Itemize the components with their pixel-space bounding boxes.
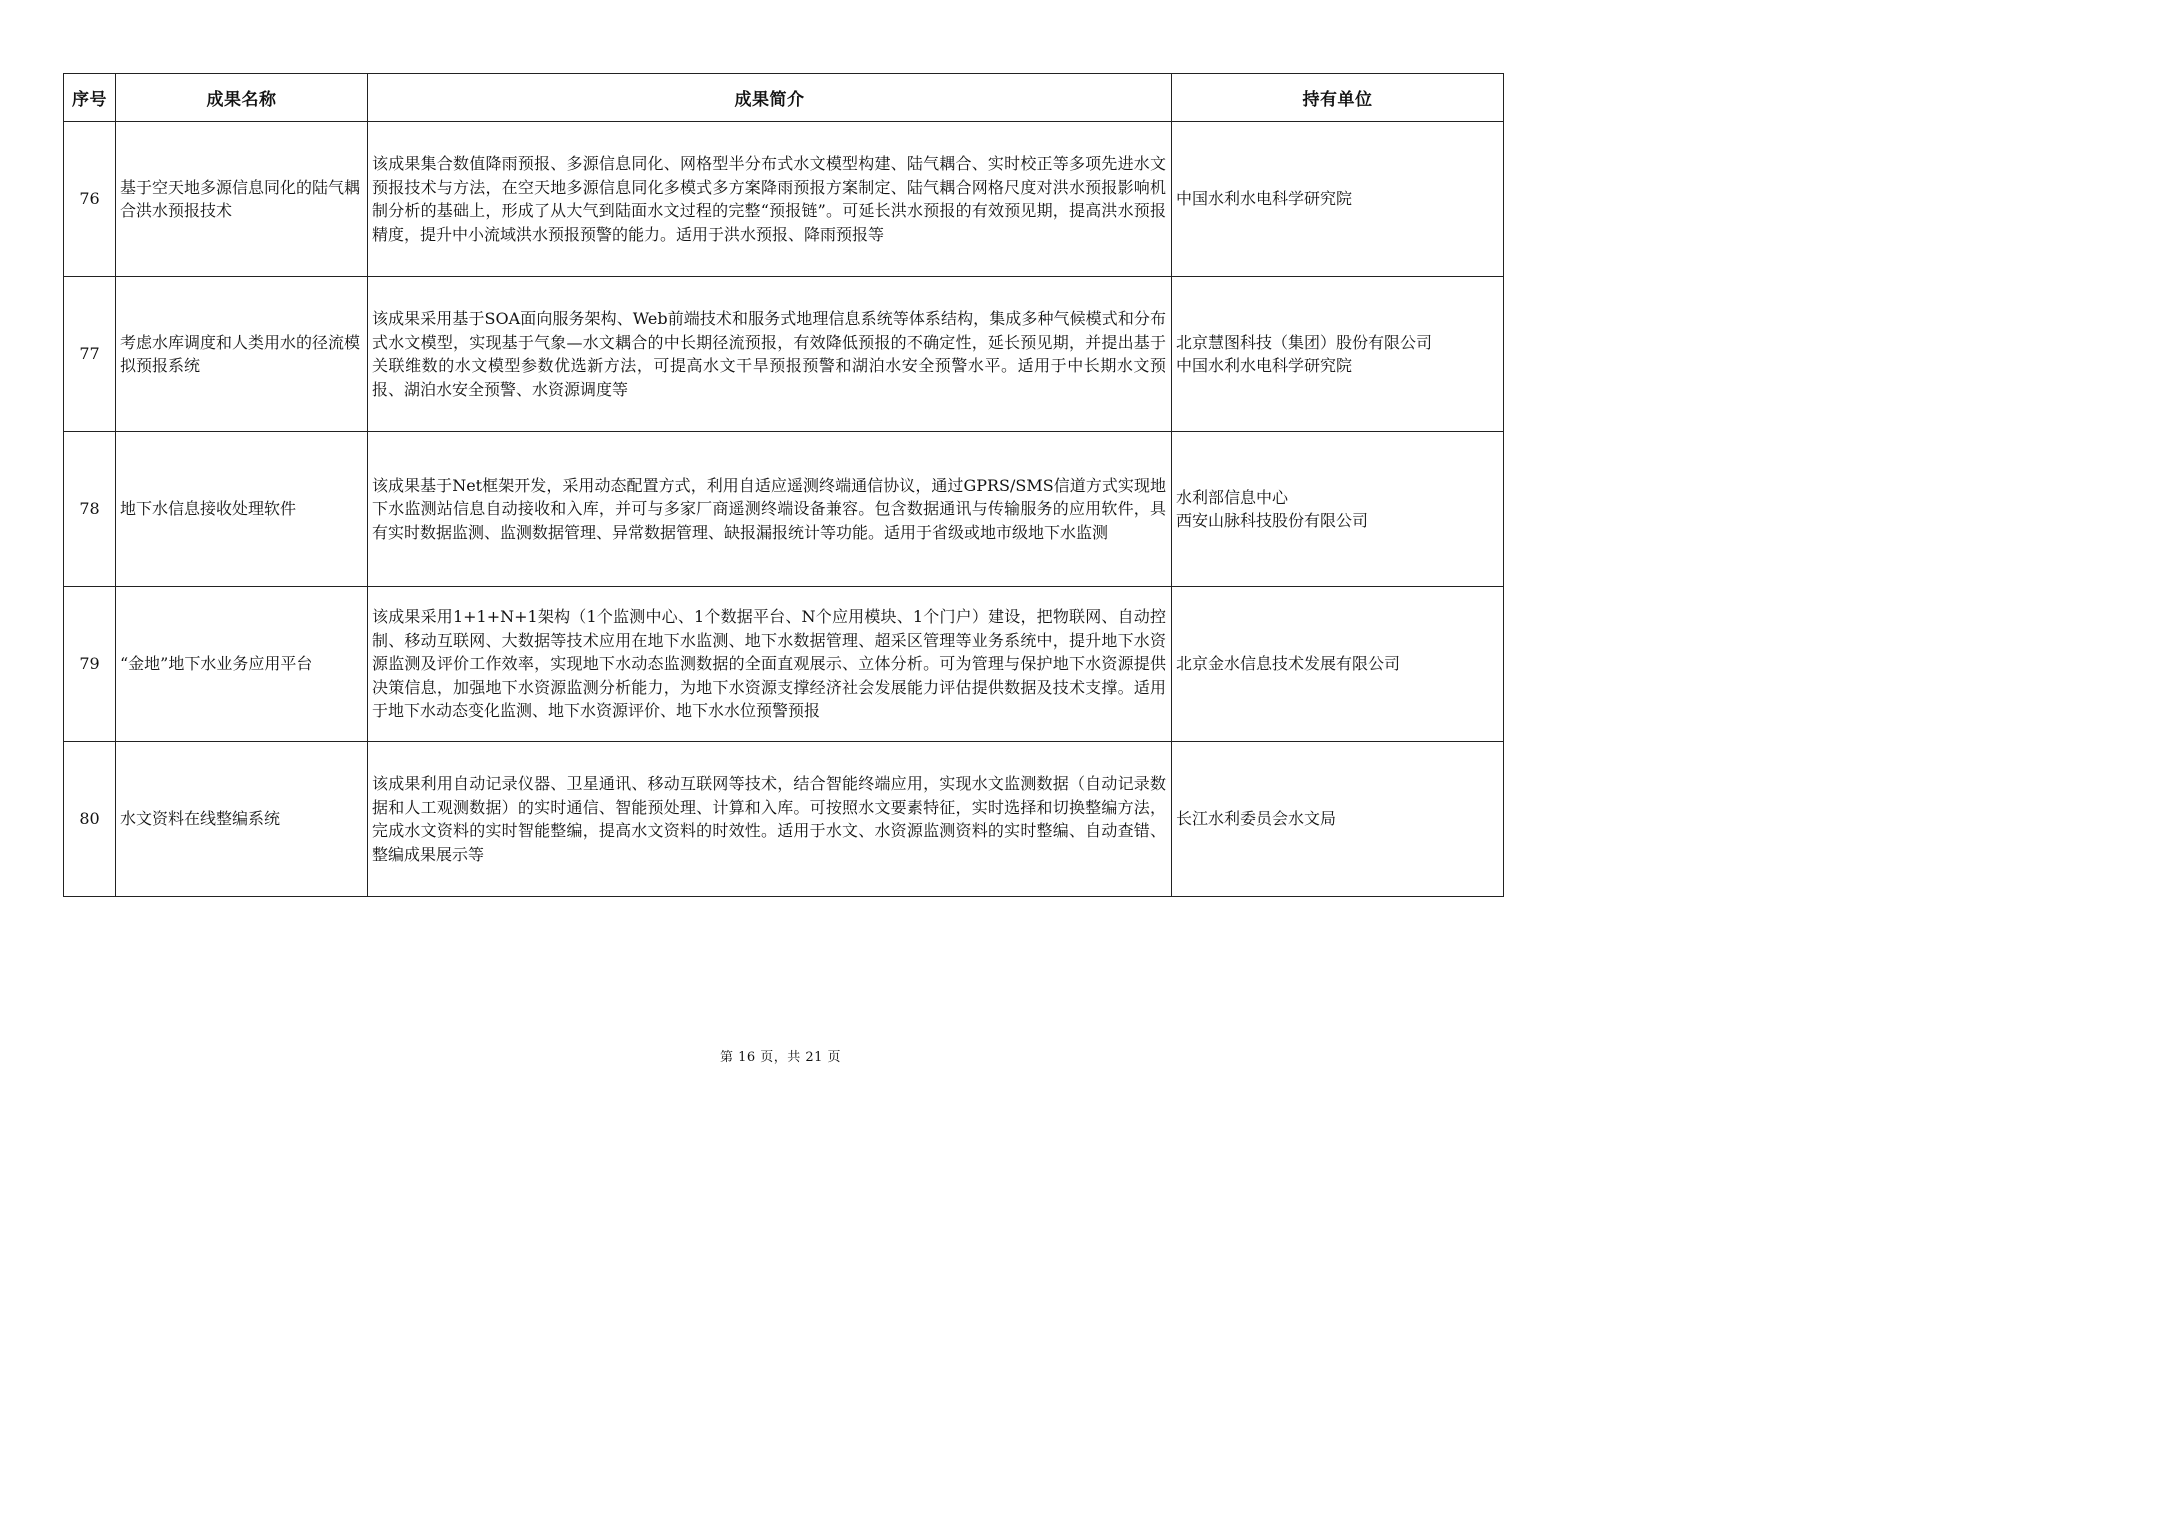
table-row xyxy=(64,587,1504,742)
serial-number-cell: 76 xyxy=(64,122,116,277)
owner-unit: 水利部信息中心 xyxy=(1176,487,1289,507)
achievement-summary-cell xyxy=(368,277,1172,432)
header-achievement-name: 成果名称 xyxy=(116,74,368,122)
achievements-table xyxy=(63,73,1504,897)
header-achievement-summary: 成果简介 xyxy=(368,74,1172,122)
owner-unit-cell xyxy=(1172,122,1504,277)
achievement-name: 基于空天地多源信息同化的陆气耦合洪水预报技术 xyxy=(120,177,361,220)
table-row xyxy=(64,432,1504,587)
achievement-summary-cell xyxy=(368,742,1172,897)
owner-unit-cell xyxy=(1172,277,1504,432)
table-body xyxy=(64,122,1504,897)
achievement-summary-cell xyxy=(368,432,1172,587)
achievement-summary: 该成果采用1+1+N+1架构（1个监测中心、1个数据平台、N个应用模块、1个门户）建设，把物联网、自动控制、移动互联网、大数据等技术应用在地下水监测、地下水数据管理、超采区管理等业务系统中，提升地下水资源监测及评价工作效率，实现地下水动态监测数据的全面直观展示、立体分析。可为管理与保护地下水资源提供决策信息，加强地下水资源监测分析能力，为地下水资源支撑经济社会发展能力评估提供数据及技术支撑。适用于地下水动态变化监测、地下水资源评价、地下水水位预警预报 xyxy=(372,607,1166,721)
serial-number-cell: 79 xyxy=(64,587,116,742)
owner-unit-cell xyxy=(1172,587,1504,742)
achievement-name: 地下水信息接收处理软件 xyxy=(120,499,297,519)
achievement-summary-cell xyxy=(368,122,1172,277)
table-row xyxy=(64,122,1504,277)
achievement-name-cell xyxy=(116,587,368,742)
owner-unit-cell xyxy=(1172,742,1504,897)
serial-number-cell: 78 xyxy=(64,432,116,587)
owner-unit: 西安山脉科技股份有限公司 xyxy=(1176,511,1369,530)
achievement-summary: 该成果采用基于SOA面向服务架构、Web前端技术和服务式地理信息系统等体系结构，集成多种气候模式和分布式水文模型，实现基于气象—水文耦合的中长期径流预报，有效降低预报的不确定性，延长预见期，并提出基于关联维数的水文模型参数优选新方法，可提高水文干旱预报预警和湖泊水安全预警水平。适用于中长期水文预报、湖泊水安全预警、水资源调度等 xyxy=(372,309,1166,399)
table-row xyxy=(64,742,1504,897)
owner-unit: 北京慧图科技（集团）股份有限公司 xyxy=(1176,332,1433,352)
achievement-name: 水文资料在线整编系统 xyxy=(120,809,281,829)
owner-unit: 中国水利水电科学研究院 xyxy=(1176,189,1353,209)
header-serial-number: 序号 xyxy=(64,74,116,122)
page-number-footer: 第 16 页，共 21 页 xyxy=(719,1050,842,1065)
achievement-name-cell xyxy=(116,122,368,277)
owner-unit: 中国水利水电科学研究院 xyxy=(1176,356,1353,375)
table-row xyxy=(64,277,1504,432)
header-owner-unit: 持有单位 xyxy=(1172,74,1504,122)
achievement-summary: 该成果利用自动记录仪器、卫星通讯、移动互联网等技术，结合智能终端应用，实现水文监测数据（自动记录数据和人工观测数据）的实时通信、智能预处理、计算和入库。可按照水文要素特征，实时选择和切换整编方法，完成水文资料的实时智能整编，提高水文资料的时效性。适用于水文、水资源监测资料的实时整编、自动查错、整编成果展示等 xyxy=(372,774,1166,864)
achievement-name-cell xyxy=(116,277,368,432)
owner-unit-cell xyxy=(1172,432,1504,587)
achievement-summary-cell xyxy=(368,587,1172,742)
owner-unit: 北京金水信息技术发展有限公司 xyxy=(1176,654,1401,674)
achievement-summary: 该成果集合数值降雨预报、多源信息同化、网格型半分布式水文模型构建、陆气耦合、实时校正等多项先进水文预报技术与方法，在空天地多源信息同化多模式多方案降雨预报方案制定、陆气耦合网格尺度对洪水预报影响机制分析的基础上，形成了从大气到陆面水文过程的完整“预报链”。可延长洪水预报的有效预见期，提高洪水预报精度，提升中小流域洪水预报预警的能力。适用于洪水预报、降雨预报等 xyxy=(372,154,1166,244)
achievement-name: 考虑水库调度和人类用水的径流模拟预报系统 xyxy=(120,332,361,375)
achievement-summary: 该成果基于Net框架开发，采用动态配置方式，利用自适应遥测终端通信协议，通过GPRS/SMS信道方式实现地下水监测站信息自动接收和入库，并可与多家厂商遥测终端设备兼容。包含数据通讯与传输服务的应用软件，具有实时数据监测、监测数据管理、异常数据管理、缺报漏报统计等功能。适用于省级或地市级地下水监测 xyxy=(372,475,1166,542)
table-header xyxy=(64,74,1504,122)
owner-unit: 长江水利委员会水文局 xyxy=(1176,809,1337,829)
serial-number-cell: 77 xyxy=(64,277,116,432)
serial-number-cell: 80 xyxy=(64,742,116,897)
achievement-name-cell xyxy=(116,432,368,587)
header-row xyxy=(64,74,1504,122)
achievement-name-cell xyxy=(116,742,368,897)
achievement-name: “金地”地下水业务应用平台 xyxy=(120,654,313,674)
